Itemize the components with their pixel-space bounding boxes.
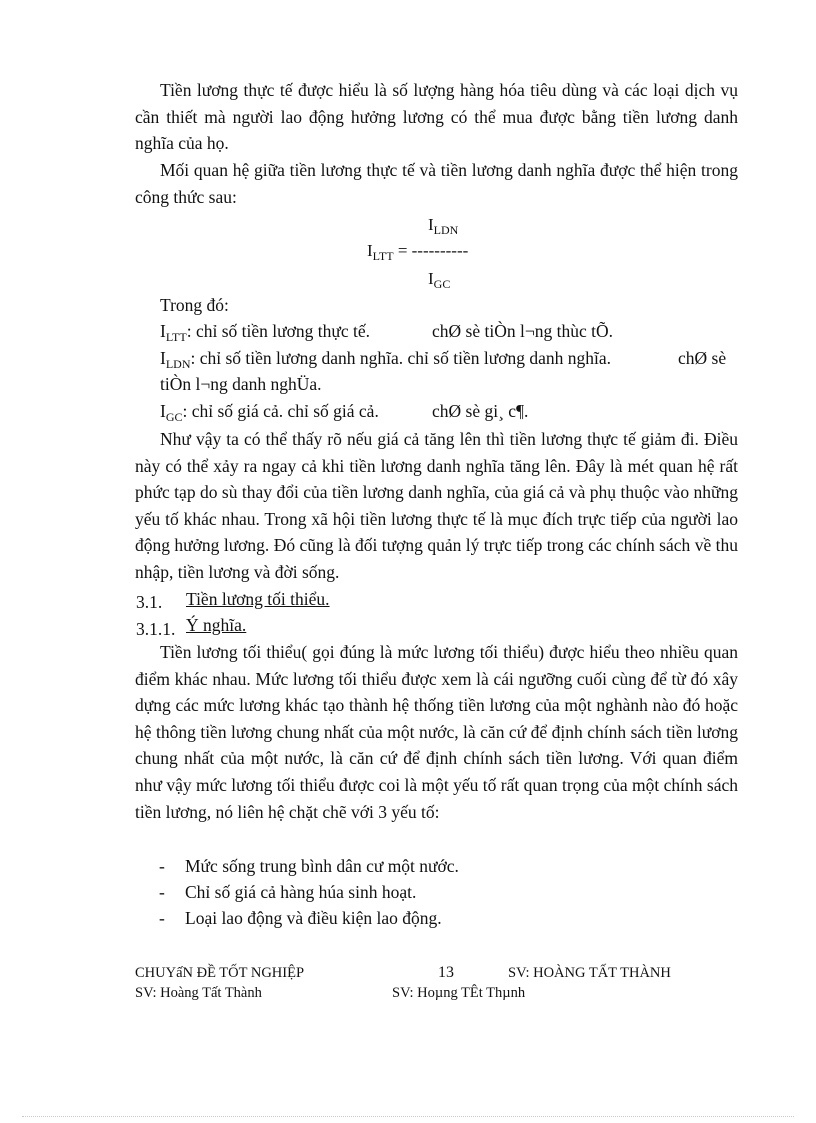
bullet-marker: - — [159, 908, 165, 928]
heading-3-1-1-title: Ý nghĩa. — [186, 615, 247, 635]
formula-lhs: $I_{LTT}$ = ---------- — [367, 241, 469, 263]
footer-student-garbled: SV: Hoµng TÊt Thµnh — [392, 985, 526, 1001]
formula-numerator: $I_{LDN}$ — [428, 215, 459, 237]
bullet-item: Chỉ số giá cả hàng húa sinh hoạt. — [185, 882, 417, 902]
paragraph-minimum-wage: Tiền lương tối thiểu( gọi đúng là mức lương tối thiểu) được hiểu theo nhiều quan điểm khác nhau. Mức lương tối thiểu được xem là cái ngưỡng cuối cùng để từ đó xây dựng các mức lương khác tạo thành hệ thống tiền lương của một nghành nào đó hoặc hệ thông tiền lương chung nhất của một nước, là căn cứ để định chính sách tiền lương chung nhất của một nước, là căn cứ để định chính sách tiền lương. Với quan điểm như vậy mức lương tối thiểu được coi là một yếu tố rất quan trọng của một chính sách tiền lương, nó liên hệ chặt chẽ với 3 yếu tố: — [135, 642, 738, 822]
definition-gc-garbled: chØ sè gi¸ c¶. — [432, 401, 529, 421]
heading-3-1-1-number: 3.1.1. — [136, 619, 176, 639]
where-label: Trong đó: — [160, 295, 229, 315]
definition-ldn: $I_{LDN}$: chỉ số tiền lương danh nghĩa. chỉ số tiền lương danh nghĩa. — [160, 348, 611, 371]
footer-student-name: SV: Hoàng Tất Thành — [135, 985, 262, 1001]
definition-ltt-garbled: chØ sè tiÒn l¬ng thùc tÕ. — [432, 321, 613, 341]
footer-thesis-title: CHUYấN ĐỀ TỐT NGHIỆP — [135, 965, 305, 981]
paragraph-price-effect: Như vậy ta có thể thấy rõ nếu giá cả tăng lên thì tiền lương thực tế giảm đi. Điều này có thể xảy ra ngay cả khi tiền lương danh nghĩa tăng lên. Đây là mét quan hệ rất phức tạp do sù thay đổi của tiền lương danh nghĩa, của giá cả và phụ thuộc vào những yếu tố khác nhau. Trong xã hội tiền lương thực tế là mục đích trực tiếp của người lao động hưởng lương. Đó cũng là đối tượng quản lý trực tiếp trong các chính sách về thu nhập, tiền lương và đời sống. — [135, 429, 738, 582]
page-bottom-divider — [22, 1116, 794, 1117]
definition-ldn-garbled-1: chØ sè — [678, 348, 727, 368]
footer-page-number: 13 — [438, 964, 454, 981]
heading-3-1-number: 3.1. — [136, 592, 163, 612]
definition-ldn-garbled-2: tiÒn l¬ng danh nghÜa. — [160, 374, 322, 394]
formula-denominator: $I_{GC}$ — [428, 269, 451, 291]
bullet-marker: - — [159, 882, 165, 902]
bullet-marker: - — [159, 856, 165, 876]
definition-ltt: $I_{LTT}$: chỉ số tiền lương thực tế. — [160, 321, 370, 344]
definition-gc: $I_{GC}$: chỉ số giá cả. chỉ số giá cả. — [160, 401, 379, 424]
bullet-item: Mức sống trung bình dân cư một nước. — [185, 856, 459, 876]
paragraph-relationship: Mối quan hệ giữa tiền lương thực tế và tiền lương danh nghĩa được thể hiện trong công thức sau: — [135, 160, 738, 207]
footer-student-upper: SV: HOÀNG TẤT THÀNH — [508, 965, 671, 981]
bullet-item: Loại lao động và điều kiện lao động. — [185, 908, 442, 928]
paragraph-real-wage-definition: Tiền lương thực tế được hiểu là số lượng hàng hóa tiêu dùng và các loại dịch vụ cần thiết mà người lao động hưởng lương có thể mua được bằng tiền lương danh nghĩa của họ. — [135, 80, 738, 154]
heading-3-1-title: Tiền lương tối thiểu. — [186, 589, 330, 609]
